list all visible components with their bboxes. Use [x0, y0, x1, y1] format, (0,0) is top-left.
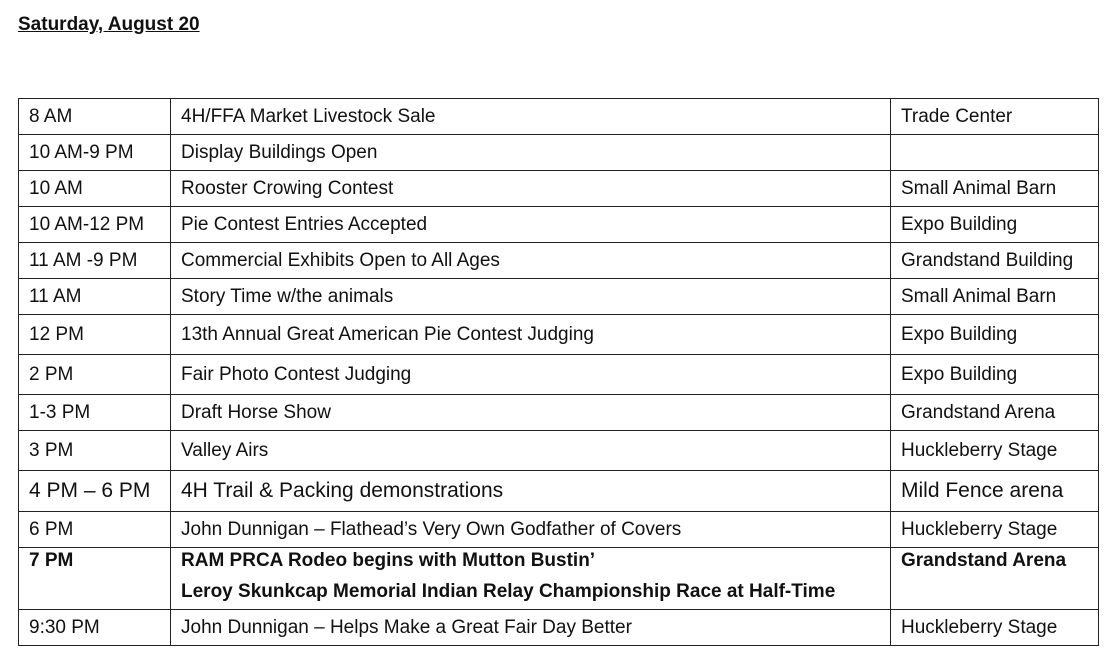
- time-cell: 7 PM: [19, 548, 171, 610]
- event-cell: Fair Photo Contest Judging: [171, 355, 891, 395]
- event-cell: John Dunnigan – Helps Make a Great Fair Day Better: [171, 610, 891, 646]
- time-cell: 6 PM: [19, 512, 171, 548]
- table-row: [19, 610, 1099, 646]
- table-row: [19, 355, 1099, 395]
- location-cell: Huckleberry Stage: [891, 512, 1099, 548]
- time-cell: 2 PM: [19, 355, 171, 395]
- table-row: [19, 548, 1099, 610]
- table-row: [19, 471, 1099, 512]
- location-cell: Grandstand Arena: [891, 548, 1099, 610]
- table-row: [19, 135, 1099, 171]
- time-cell: 11 AM: [19, 279, 171, 315]
- event-cell: 4H Trail & Packing demonstrations: [171, 471, 891, 512]
- event-cell: [171, 548, 891, 610]
- time-cell: 12 PM: [19, 315, 171, 355]
- time-cell: 8 AM: [19, 99, 171, 135]
- time-cell: 10 AM-12 PM: [19, 207, 171, 243]
- location-cell: Grandstand Arena: [891, 395, 1099, 431]
- location-cell: Expo Building: [891, 207, 1099, 243]
- event-cell: Valley Airs: [171, 431, 891, 471]
- time-cell: 1-3 PM: [19, 395, 171, 431]
- location-cell: Mild Fence arena: [891, 471, 1099, 512]
- location-cell: Huckleberry Stage: [891, 431, 1099, 471]
- event-line-1: RAM PRCA Rodeo begins with Mutton Bustin’: [181, 550, 596, 571]
- event-cell: John Dunnigan – Flathead’s Very Own Godfather of Covers: [171, 512, 891, 548]
- event-cell: Pie Contest Entries Accepted: [171, 207, 891, 243]
- location-cell: Trade Center: [891, 99, 1099, 135]
- location-cell: Small Animal Barn: [891, 171, 1099, 207]
- event-cell: Commercial Exhibits Open to All Ages: [171, 243, 891, 279]
- time-cell: 11 AM -9 PM: [19, 243, 171, 279]
- table-row: [19, 171, 1099, 207]
- event-cell: Rooster Crowing Contest: [171, 171, 891, 207]
- table-row: [19, 207, 1099, 243]
- event-cell: Story Time w/the animals: [171, 279, 891, 315]
- table-row: [19, 431, 1099, 471]
- table-row: [19, 512, 1099, 548]
- time-cell: 10 AM: [19, 171, 171, 207]
- event-cell: Display Buildings Open: [171, 135, 891, 171]
- location-cell: Huckleberry Stage: [891, 610, 1099, 646]
- event-line-2: Leroy Skunkcap Memorial Indian Relay Championship Race at Half-Time: [181, 581, 836, 602]
- location-cell: Expo Building: [891, 315, 1099, 355]
- table-row: [19, 315, 1099, 355]
- event-cell: 4H/FFA Market Livestock Sale: [171, 99, 891, 135]
- event-cell: Draft Horse Show: [171, 395, 891, 431]
- schedule-table: [18, 98, 1099, 646]
- event-cell: 13th Annual Great American Pie Contest Judging: [171, 315, 891, 355]
- location-cell: [891, 135, 1099, 171]
- location-cell: Expo Building: [891, 355, 1099, 395]
- time-cell: 3 PM: [19, 431, 171, 471]
- table-row: [19, 395, 1099, 431]
- table-row: [19, 99, 1099, 135]
- location-cell: Small Animal Barn: [891, 279, 1099, 315]
- table-row: [19, 243, 1099, 279]
- location-cell: Grandstand Building: [891, 243, 1099, 279]
- time-cell: 4 PM – 6 PM: [19, 471, 171, 512]
- time-cell: 9:30 PM: [19, 610, 171, 646]
- page-title: Saturday, August 20: [18, 14, 200, 35]
- time-cell: 10 AM-9 PM: [19, 135, 171, 171]
- table-row: [19, 279, 1099, 315]
